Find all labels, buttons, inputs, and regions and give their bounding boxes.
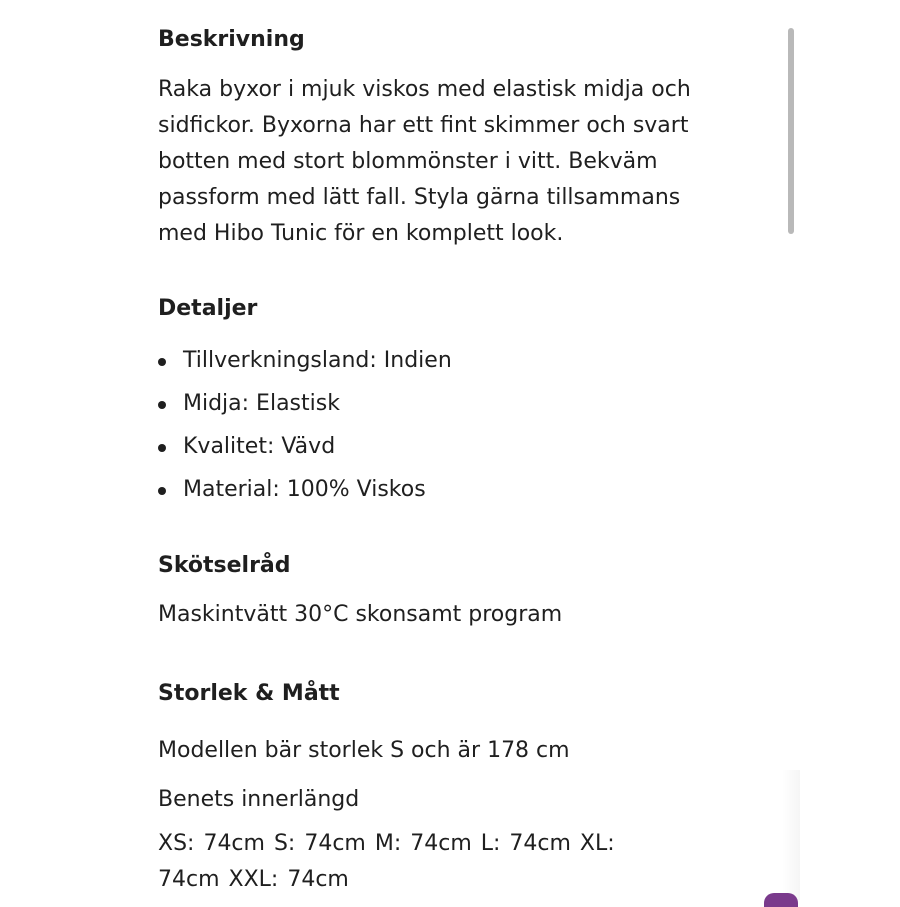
details-item-quality xyxy=(158,429,452,472)
details-item-waist xyxy=(158,386,452,429)
details-item-label: Material: 100% Viskos xyxy=(183,477,426,502)
bullet-icon xyxy=(158,358,166,366)
description-heading: Beskrivning xyxy=(158,27,305,52)
chat-bubble-button[interactable] xyxy=(764,893,798,907)
bullet-icon xyxy=(158,487,166,495)
scrollbar-thumb[interactable] xyxy=(788,28,794,234)
details-item-material xyxy=(158,472,452,515)
description-text: Raka byxor i mjuk viskos med elastisk midja och sidfickor. Byxorna har ett fint skimmer och svart botten med stort blommönster i vitt. Bekväm passform med lätt fall. Styla gärna tillsammans med Hibo Tunic för en komplett look. xyxy=(158,77,691,246)
details-item-country xyxy=(158,343,452,386)
details-item-label: Tillverkningsland: Indien xyxy=(183,348,452,373)
care-heading: Skötselråd xyxy=(158,553,291,578)
details-item-label: Midja: Elastisk xyxy=(183,391,340,416)
details-heading: Detaljer xyxy=(158,296,258,321)
care-text: Maskintvätt 30°C skonsamt program xyxy=(158,602,563,627)
inseam-label: Benets innerlängd xyxy=(158,787,360,812)
details-list xyxy=(158,343,452,515)
details-item-label: Kvalitet: Vävd xyxy=(183,434,336,459)
bullet-icon xyxy=(158,401,166,409)
floating-panel-edge xyxy=(782,770,800,900)
size-measurements: XS: 74cm S: 74cm M: 74cm L: 74cm XL: 74cm XXL: 74cm xyxy=(158,831,615,892)
size-heading: Storlek & Mått xyxy=(158,681,340,706)
bullet-icon xyxy=(158,444,166,452)
model-size-text: Modellen bär storlek S och är 178 cm xyxy=(158,738,570,763)
